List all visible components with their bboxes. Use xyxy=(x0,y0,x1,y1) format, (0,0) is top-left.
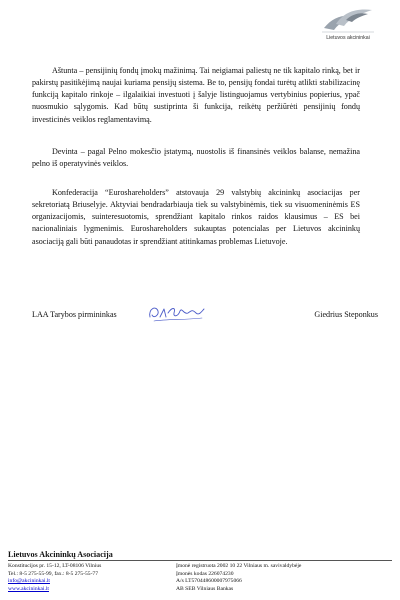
logo-text: Lietuvos akcininkai xyxy=(326,35,370,41)
handwritten-signature xyxy=(144,299,208,325)
footer-bank: AB SEB Vilniaus Bankas xyxy=(176,585,234,592)
footer-registration: Įmonė registruota 2002 10 22 Vilniaus m. savivaldybėje xyxy=(176,563,302,569)
paragraph-text: Devinta – pagal Pelno mokesčio įstatymą, nuostolis iš finansinės veiklos balanse, nemažina pelno iš operatyvinės veiklos. xyxy=(32,147,360,169)
paragraph-euroshareholders xyxy=(32,187,360,248)
footer-address: Konstitucijos pr. 15-12, LT-08106 Vilnius xyxy=(8,563,102,569)
paragraph-eighth xyxy=(32,65,360,126)
signer-name: Giedrius Steponkus xyxy=(314,310,378,319)
bird-logo-icon xyxy=(316,4,380,36)
footer-org-name: Lietuvos Akcininkų Asociacija xyxy=(8,550,113,559)
paragraph-text: Aštunta – pensijinių fondų įmokų mažinimą. Tai neigiamai paliestų ne tik kapitalo rinką, bet ir pakirstų pasitikėjimą naujai kuriama pensijų sistema. Be to, pensijų fondai turėtų atlikti stabilizacinę funkciją kapitalo rinkoje – ilgalaikiai investuoti į šalyje listinguojamus vertybinius popierius, ypač nuosmukio sąlygomis. Kad būtų sustiprinta ši funkcija, reikėtų peržiūrėti pensijinių fondų investicinės veiklos reglamentavimą. xyxy=(32,66,360,124)
footer-contacts xyxy=(8,563,101,593)
paragraph-text: Konfederacija “Euroshareholders” atstovauja 29 valstybių akcininkų asociacijas per sekretoriatą Briuselyje. Aktyviai bendradarbiauja tiek su valstybinėmis, tiek su visuomeninėmis ES organizacijomis, suinteresuotomis, sprendžiant kapitalo rinkos raidos klausimus – ES bei nacionaliniais lygmenimis. Euroshareholders sukauptas potencialas per Lietuvos akcininkų asociaciją gali būti panaudotas ir sprendžiant atitinkamas problemas Lietuvoje. xyxy=(32,188,360,246)
footer-phones: Tel.: 8-5 275-55-99, fax.: 8-5 275-55-77 xyxy=(8,570,99,577)
footer-divider xyxy=(8,560,392,561)
footer-email-link[interactable]: info@akcininkai.lt xyxy=(8,578,50,584)
footer-account: A/s LT570448600007975066 xyxy=(176,578,242,584)
footer-company-info xyxy=(176,563,301,593)
paragraph-ninth xyxy=(32,146,360,170)
company-logo xyxy=(316,4,380,44)
footer-company-code: Įmonės kodas 226074230 xyxy=(176,570,234,577)
footer-web-link[interactable]: www.akcininkai.lt xyxy=(8,585,49,592)
signer-role: LAA Tarybos pirmininkas xyxy=(32,310,117,319)
